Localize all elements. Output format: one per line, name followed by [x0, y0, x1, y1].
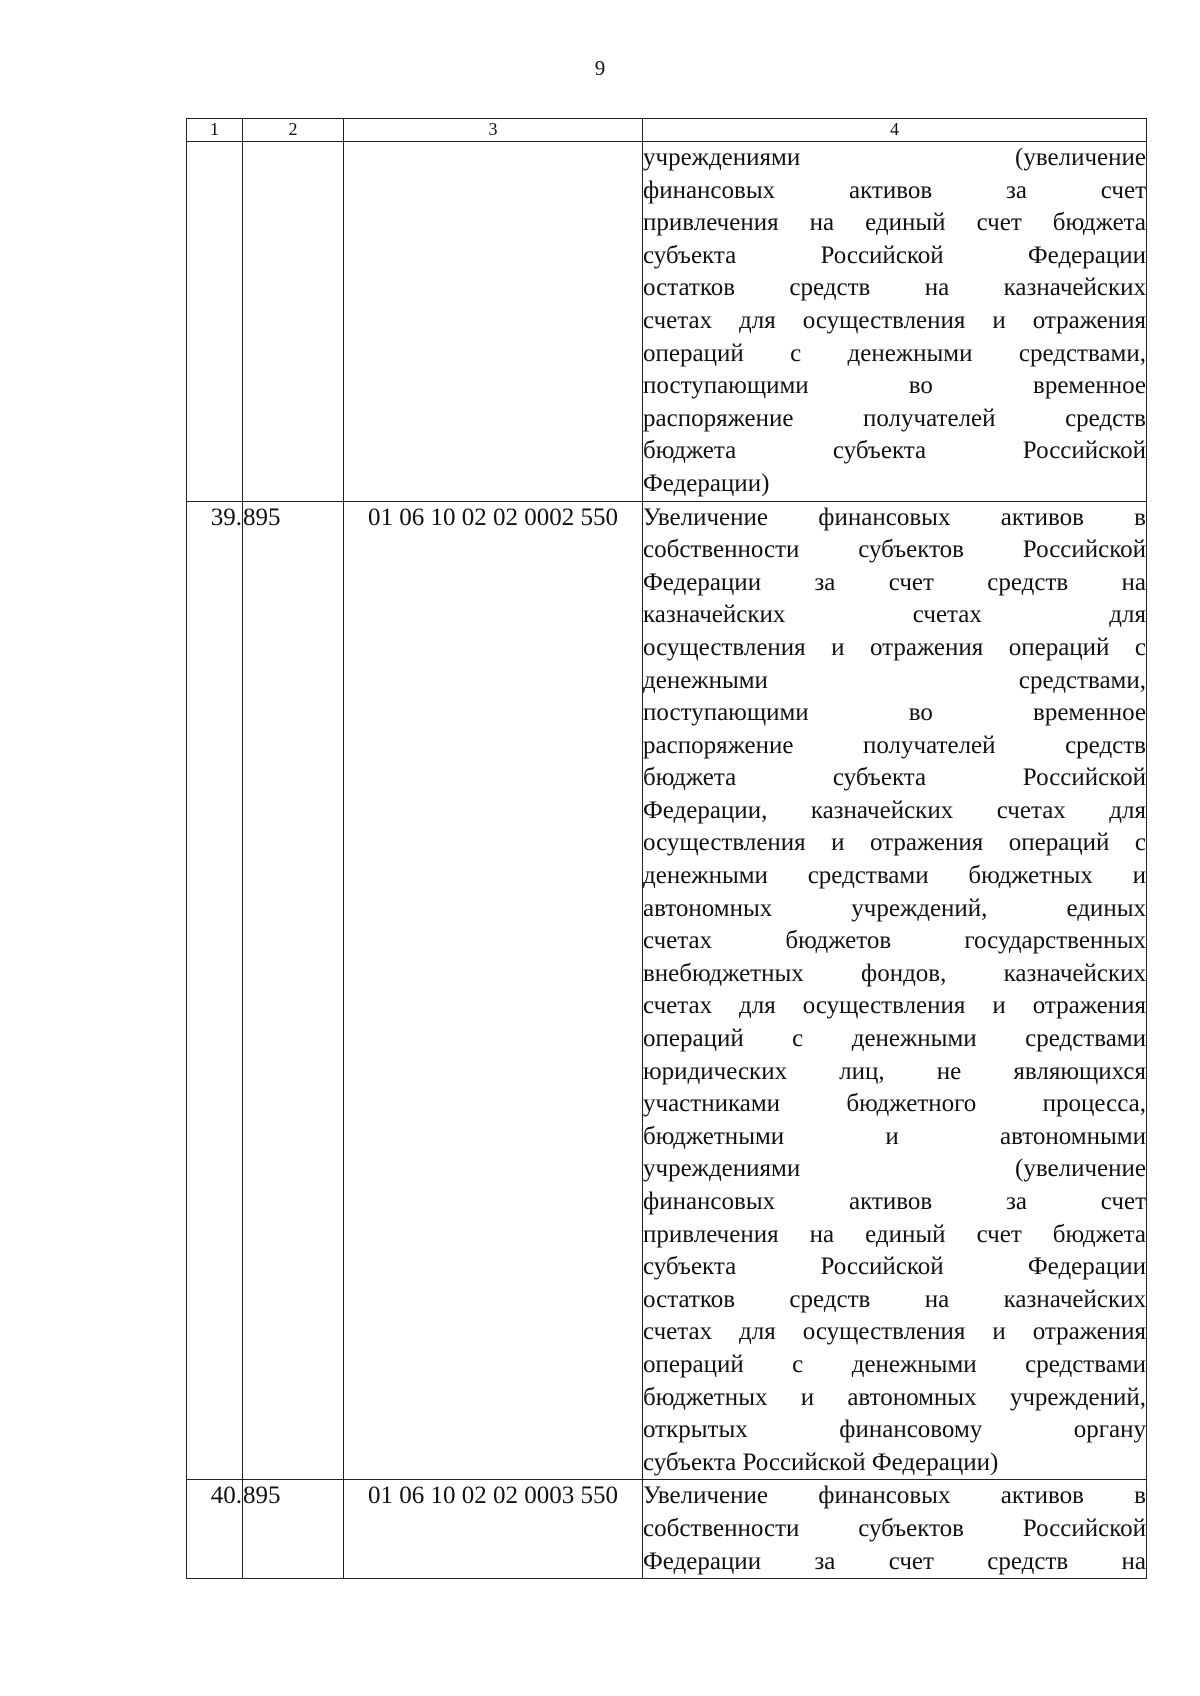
admin-code: 895 [243, 1480, 344, 1579]
admin-code: 895 [243, 501, 344, 1480]
description-line: операций с денежными средствами [643, 1025, 1146, 1053]
table-header-row [187, 119, 1147, 142]
description-line: поступающими во временное [643, 372, 1146, 400]
description-line: счетах бюджетов государственных [643, 927, 1146, 955]
row-description [643, 142, 1147, 502]
description-line: привлечения на единый счет бюджета [643, 1220, 1146, 1248]
description-line: участниками бюджетного процесса, [643, 1090, 1146, 1118]
budget-classification-code: 01 06 10 02 02 0002 550 [344, 501, 643, 1480]
row-number [187, 142, 243, 502]
description-line: финансовых активов за счет [643, 176, 1146, 204]
description-line: операций с денежными средствами, [643, 339, 1146, 367]
column-header-2: 2 [243, 119, 344, 142]
description-line: субъекта Российской Федерации) [643, 1448, 999, 1476]
description-line: денежными средствами, [643, 666, 1146, 694]
description-line: казначейских счетах для [643, 601, 1146, 629]
description-line: бюджетными и автономными [643, 1122, 1146, 1150]
column-header-1: 1 [187, 119, 243, 142]
description-line: Увеличение финансовых активов в [643, 1482, 1146, 1510]
description-line: Увеличение финансовых активов в [643, 503, 1146, 531]
row-description [643, 1480, 1147, 1579]
description-line: денежными средствами бюджетных и [643, 862, 1146, 890]
description-line: поступающими во временное [643, 699, 1146, 727]
description-line: субъекта Российской Федерации [643, 241, 1146, 269]
description-line: учреждениями (увеличение [643, 144, 1146, 171]
description-line: внебюджетных фондов, казначейских [643, 959, 1146, 987]
table-row [187, 501, 1147, 1480]
table-row [187, 142, 1147, 502]
description-line: собственности субъектов Российской [643, 1514, 1146, 1542]
description-line: бюджетных и автономных учреждений, [643, 1383, 1146, 1411]
budget-table [186, 118, 1147, 1579]
budget-classification-code [344, 142, 643, 502]
budget-classification-code: 01 06 10 02 02 0003 550 [344, 1480, 643, 1579]
description-line: собственности субъектов Российской [643, 536, 1146, 564]
description-line: осуществления и отражения операций с [643, 829, 1146, 857]
table-row [187, 1480, 1147, 1579]
page-number: 9 [594, 56, 606, 80]
description-line: операций с денежными средствами [643, 1350, 1146, 1378]
description-line: финансовых активов за счет [643, 1188, 1146, 1215]
description-line: распоряжение получателей средств [643, 404, 1146, 432]
description-line: открытых финансовому органу [643, 1416, 1146, 1444]
description-line: учреждениями (увеличение [643, 1155, 1146, 1183]
description-line: счетах для осуществления и отражения [643, 992, 1146, 1020]
description-line: распоряжение получателей средств [643, 731, 1146, 759]
description-line: остатков средств на казначейских [643, 1285, 1146, 1313]
column-header-4: 4 [643, 119, 1147, 142]
description-line: автономных учреждений, единых [643, 894, 1146, 922]
description-line: бюджета субъекта Российской [643, 437, 1146, 465]
description-line: бюджета субъекта Российской [643, 764, 1146, 792]
row-number: 39. [187, 501, 243, 1480]
description-line: Федерации за счет средств на [643, 1547, 1146, 1575]
description-line: Федерации, казначейских счетах для [643, 796, 1146, 824]
description-line: осуществления и отражения операций с [643, 633, 1146, 661]
column-header-3: 3 [344, 119, 643, 142]
description-line: юридических лиц, не являющихся [643, 1057, 1146, 1085]
description-line: Федерации за счет средств на [643, 568, 1146, 596]
row-number: 40. [187, 1480, 243, 1579]
description-line: Федерации) [643, 469, 770, 497]
admin-code [243, 142, 344, 502]
description-line: субъекта Российской Федерации [643, 1253, 1146, 1281]
description-line: привлечения на единый счет бюджета [643, 209, 1146, 237]
description-line: остатков средств на казначейских [643, 274, 1146, 302]
description-line: счетах для осуществления и отражения [643, 306, 1146, 334]
row-description [643, 501, 1147, 1480]
description-line: счетах для осуществления и отражения [643, 1318, 1146, 1346]
